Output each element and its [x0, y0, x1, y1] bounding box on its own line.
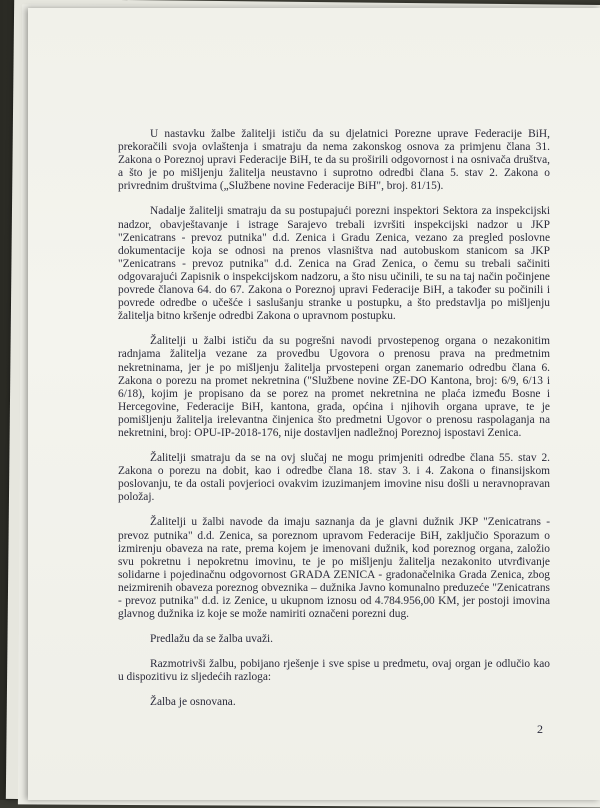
paragraph-2: Nadalje žalitelji smatraju da su postupajući porezni inspektori Sektora za inspekcijski nadzor, obavještavanje i istrage Sarajevo trebali izvršiti inspekcijski nadzor u JKP "Zenicatrans - prevoz putnika" d.d. Zenica i Gradu Zenica, vezano za pregled poslovne dokumentacije koja se odnosi na prenos vlasništva nad autobuskom stanicom sa JKP "Zenicatrans - prevoz putnika" d.d. Zenica na Grad Zenica, o čemu su trebali sačiniti odgovarajući Zapisnik o inspekcijskom nadzoru, a što nisu učinili, te su na taj način počinjene povrede članova 64. do 67. Zakona o Poreznoj upravi Federacije BiH, a također su počinili i povrede odredbe o učešće i saslušanju stranke u postupku, a što predstavlja po mišljenju žalitelja bitno kršenje odredbi Zakona o upravnom postupku. [118, 205, 550, 323]
paragraph-3: Žalitelji u žalbi ističu da su pogrešni navodi prvostepenog organa o nezakonitim radnjama žalitelja vezane za provedbu Ugovora o prenosu prava na predmetnim nekretninama, jer je po mišljenju žalitelja prvostepeni organ zanemario odredbu člana 6. Zakona o porezu na promet nekretnina ("Službene novine ZE-DO Kantona, broj: 6/9, 6/13 i 6/18), kojim je propisano da se porez na promet nekretnina ne plaća između Bosne i Hercegovine, Federacije BiH, kantona, grada, općina i njihovih organa uprave, te je pomišljenju žalitelja irelevantna činjenica što predmetni Ugovor o prenosu raspolaganja na nekretnini, broj: OPU-IP-2018-176, nije dostavljen nadležnoj Poreznoj ispostavi Zenica. [118, 335, 550, 439]
paragraph-6: Predlažu da se žalba uvaži. [150, 633, 274, 646]
paragraph-4: Žalitelji smatraju da se na ovj slučaj ne mogu primjeniti odredbe člana 55. stav 2. Zakona o porezu na dobit, kao i odredbe člana 18. stav 3. i 4. Zakona o finansijskom poslovanju, te da ostali povjerioci ovakvim izuzimanjem imovine nisu došli u neravnopravan položaj. [118, 452, 550, 504]
document-body [118, 128, 550, 722]
paragraph-8: Žalba je osnovana. [150, 696, 236, 709]
page-number: 2 [537, 722, 543, 736]
paragraph-7: Razmotrivši žalbu, pobijano rješenje i sve spise u predmetu, ovaj organ je odlučio kao u dispozitivu iz sljedećih razloga: [118, 658, 550, 684]
paragraph-1: U nastavku žalbe žalitelji ističu da su djelatnici Porezne uprave Federacije BiH, prekoračili svoja ovlaštenja i smatraju da nema zakonskog osnova za primjenu člana 31. Zakona o Poreznoj upravi Federacije BiH, te da su proširili odgovornost i na osnivača društva, a što je po mišljenju žalitelja neustavno i suprotno odredbi člana 5. stav 2. Zakona o privrednim društvima („Službene novine Federacije BiH", broj. 81/15). [118, 128, 550, 193]
paragraph-5: Žalitelji u žalbi navode da imaju saznanja da je glavni dužnik JKP "Zenicatrans - prevoz putnika" d.d. Zenica, sa poreznom upravom Federacije BiH, zaključio Sporazum o izmirenju obaveza na rate, prema kojem je imenovani dužnik, kod poreznog organa, založio svu pokretnu i nepokretnu imovinu, te je po mišljenju žalitelja nezakonito utvrđivanje solidarne i pojedinačnu odgovornost GRADA ZENICA - gradonačelnika Grada Zenica, zbog neizmirenih obaveza poreznog obveznika – dužnika Javno komunalno preduzeće "Zenicatrans - prevoz putnika" d.d. iz Zenice, u ukupnom iznosu od 4.784.956,00 KM, jer postoji imovina glavnog dužnika iz koje se može namiriti označeni porezni dug. [118, 516, 550, 621]
